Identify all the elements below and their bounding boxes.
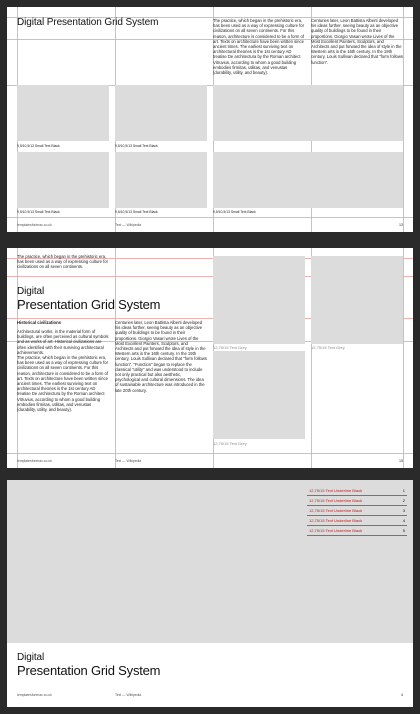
footer-url: templatesforimac.co.uk [17, 693, 52, 697]
list-item-label: 12,75/15 Text Underline Black [309, 498, 363, 503]
image-caption: 9,5/10,5/13 Small Text Black [213, 210, 256, 214]
image-caption: 9,5/10,5/13 Small Text Black [115, 144, 158, 148]
footer-source: Text — Wikipedia [115, 459, 142, 463]
list-item [307, 526, 407, 536]
list-item [307, 516, 407, 526]
footer-source: Text — Wikipedia [115, 693, 142, 697]
page-number: 15 [399, 459, 403, 463]
image-placeholder [115, 152, 207, 208]
footer-source: Text — Wikipedia [115, 223, 142, 227]
image-caption: 9,5/10,5/13 Small Text Black [17, 144, 60, 148]
list-item [307, 486, 407, 496]
slide-page-15 [7, 248, 413, 468]
image-placeholder [213, 85, 403, 141]
list-item-number: 1 [402, 488, 405, 493]
grid-line [403, 248, 404, 468]
grey-caption: 12,75/15 Text Grey [213, 441, 247, 446]
slide-page-4 [7, 480, 413, 707]
list-item-number: 3 [402, 508, 405, 513]
title-small: Digital [17, 652, 45, 663]
image-placeholder [213, 256, 305, 344]
page-number: 13 [399, 223, 403, 227]
image-placeholder [311, 256, 403, 344]
page-title: Digital Presentation Grid System [17, 17, 159, 28]
image-placeholder [17, 85, 109, 141]
sub-heading: Historical civilizations [17, 320, 61, 325]
list-item-number: 5 [402, 528, 405, 533]
list-item-label: 12,75/15 Text Underline Black [309, 518, 363, 523]
body-text: Centuries later, Leon Battista Alberti developed his ideas further, seeing beauty as an objective quality of buildings to be found in their proportions. Giorgio Vasari wrote Lives of the Most Excellent Painters, Sculptors, and Architects and put forward the idea of style in the Western arts in the 16th century. In the 19th century, Louis Sullivan declared that "form follows function". "Function" began to replace the classical "utility" and was understood to include not only practical but also aesthetic, psychological and cultural dimensions. The idea of sustainable architecture was introduced in the late 20th century. [115, 320, 207, 393]
grid-line [7, 217, 413, 218]
grey-caption: 12,75/15 Text Grey [311, 345, 345, 350]
footer-url: templatesforimac.co.uk [17, 459, 52, 463]
grid-line [7, 453, 413, 454]
body-text: Centuries later, Leon Battista Alberti developed his ideas further, seeing beauty as an objective quality of buildings to be found in their proportions. Giorgio Vasari wrote Lives of the Most Excellent Painters, Sculptors, and Architects and put forward the idea of style in the Western arts in the 16th century. In the 19th century, Louis Sullivan declared that "form follows function". [311, 18, 403, 65]
list-item-label: 12,75/15 Text Underline Black [309, 488, 363, 493]
page-title: Presentation Grid System [17, 663, 161, 678]
body-text: Architectural works, in the material form of buildings, are often perceived as cultural symbols and as works of art. Historical civilizations are often identified with their surviving architectural achievements. [17, 329, 109, 355]
image-caption: 9,5/10,5/13 Small Text Black [17, 210, 60, 214]
grey-caption: 12,75/15 Text Grey [213, 345, 247, 350]
footer-url: templatesforimac.co.uk [17, 223, 52, 227]
intro-text: The practice, which began in the prehistoric era, has been used as a way of expressing culture for civilizations on all seven continents. [17, 254, 109, 270]
image-caption: 9,5/10,5/13 Small Text Black [115, 210, 158, 214]
title-small: Digital [17, 286, 45, 297]
list-item-label: 12,75/15 Text Underline Black [309, 508, 363, 513]
list-item-number: 4 [402, 518, 405, 523]
list-item [307, 496, 407, 506]
page-title: Presentation Grid System [17, 297, 161, 312]
list-item-number: 2 [402, 498, 405, 503]
body-text: The practice, which began in the prehistoric era, has been used as a way of expressing culture for civilizations on all seven continents. For this reason, architecture is considered to be a form of art. Texts on architecture have been written since ancient times. The earliest surviving text on architectural theories is the 1st century AD treatise De architectura by the Roman architect Vitruvius, according to whom a good building embodies firmitas, utilitas, and venustas (durability, utility, and beauty). [213, 18, 305, 76]
image-placeholder [213, 351, 305, 439]
list-item [307, 506, 407, 516]
list-item-label: 12,75/15 Text Underline Black [309, 528, 363, 533]
body-text: The practice, which began in the prehistoric era, has been used as a way of expressing culture for civilizations on all seven continents. For this reason, architecture is considered to be a form of art. Texts on architecture have been written since ancient times. The earliest surviving text on architectural theories is the 1st century AD treatise De architectura by the Roman architect Vitruvius, according to whom a good building embodies firmitas, utilitas, and venustas (durability, utility, and beauty). [17, 355, 109, 413]
slide-page-13 [7, 7, 413, 232]
image-placeholder [115, 85, 207, 141]
image-placeholder [17, 152, 109, 208]
grid-line [403, 7, 404, 232]
page-number: 4 [401, 693, 403, 697]
image-placeholder [213, 152, 403, 208]
